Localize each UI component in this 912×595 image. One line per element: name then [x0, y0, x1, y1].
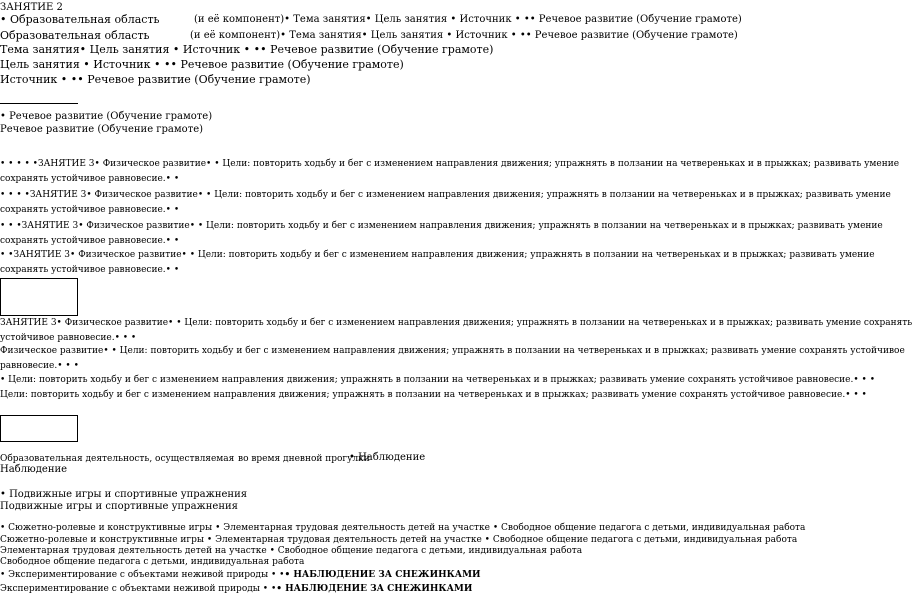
empty-frame-2 [0, 415, 78, 442]
labor-activity-line: Элементарная трудовая деятельность детей на участке • Свободное общение педагога с детьми, индивидуальная работа [0, 546, 583, 556]
header-line-1 [0, 14, 160, 27]
walk-activity-label: Образовательная деятельность, осуществляемая [0, 454, 235, 464]
lesson-3-text-2: • • • •ЗАНЯТИЕ 3• Физическое развитие• • Цели: повторить ходьбу и бег с изменением направления движения; упражнять в ползании на четвереньках и в прыжках; развивать умение [0, 190, 891, 200]
lesson-3-text-2-cont: сохранять устойчивое равновесие.• • [0, 205, 180, 215]
experimenting-text-2: Экспериментирование с объектами неживой природы • • [0, 584, 277, 594]
lesson-3-text-3-cont: сохранять устойчивое равновесие.• • [0, 236, 180, 246]
outdoor-games-line-2: Подвижные игры и спортивные упражнения [0, 501, 238, 512]
goals-line-2: Цели: повторить ходьбу и бег с изменением направления движения; упражнять в ползании на четвереньках и в прыжках; развивать умение сохранять устойчивое равновесие.• • • [0, 390, 867, 400]
lesson-3-text-1: • • • • •ЗАНЯТИЕ 3• Физическое развитие• • Цели: повторить ходьбу и бег с изменением направления движения; упражнять в ползании на четвереньках и в прыжках; развивать умение [0, 159, 900, 169]
lesson-3-text-4-cont: сохранять устойчивое равновесие.• • [0, 265, 180, 275]
header-line-1-rest: (и её компонент)• Тема занятия• Цель занятия • Источник • •• Речевое развитие (Обучение грамоте) [194, 14, 742, 25]
walk-time-label: во время дневной прогулки [238, 454, 370, 464]
goals-line-1: • Цели: повторить ходьбу и бег с изменением направления движения; упражнять в ползании на четвереньках и в прыжках; развивать умение сохранять устойчивое равновесие.• • • [0, 375, 876, 385]
physical-development-line-cont: равновесие.• • • [0, 361, 79, 371]
lesson-3-text-5: ЗАНЯТИЕ 3• Физическое развитие• • Цели: повторить ходьбу и бег с изменением направления движения; упражнять в ползании на четвереньках и в прыжках; развивать умение сохранять [0, 318, 912, 328]
header-line-5: Источник • •• Речевое развитие (Обучение грамоте) [0, 73, 311, 86]
lesson-3-text-3: • • •ЗАНЯТИЕ 3• Физическое развитие• • Цели: повторить ходьбу и бег с изменением направления движения; упражнять в ползании на четвереньках и в прыжках; развивать умение [0, 221, 883, 231]
divider-line [0, 103, 78, 104]
lesson-2-heading: ЗАНЯТИЕ 2 [0, 2, 63, 13]
header-line-2-rest: (и её компонент)• Тема занятия• Цель занятия • Источник • •• Речевое развитие (Обучение грамоте) [190, 30, 738, 41]
outdoor-games-line-1: • Подвижные игры и спортивные упражнения [0, 489, 248, 500]
observation-label: • Наблюдение [349, 452, 426, 463]
free-communication-line: Свободное общение педагога с детьми, индивидуальная работа [0, 557, 305, 567]
educational-area-label: • Образовательная область [0, 13, 160, 26]
lesson-3-text-4: • •ЗАНЯТИЕ 3• Физическое развитие• • Цели: повторить ходьбу и бег с изменением направления движения; упражнять в ползании на четвереньках и в прыжках; развивать умение [0, 250, 875, 260]
header-line-2: Образовательная область [0, 29, 150, 42]
snowflakes-observation-1: • НАБЛЮДЕНИЕ ЗА СНЕЖИНКАМИ [284, 570, 481, 580]
empty-frame-1 [0, 278, 78, 316]
experimenting-text-1: • Экспериментирование с объектами неживой природы • • [0, 570, 285, 580]
speech-development-line-1: • Речевое развитие (Обучение грамоте) [0, 111, 213, 122]
role-games-line-2: Сюжетно-ролевые и конструктивные игры • Элементарная трудовая деятельность детей на участке • Свободное общение педагога с детьми, индивидуальная работа [0, 535, 798, 545]
lesson-3-text-5-cont: устойчивое равновесие.• • • [0, 333, 137, 343]
lesson-3-text-1-cont: сохранять устойчивое равновесие.• • [0, 174, 180, 184]
header-line-4: Цель занятия • Источник • •• Речевое развитие (Обучение грамоте) [0, 58, 404, 71]
experimenting-line-2 [0, 584, 472, 594]
header-line-3: Тема занятия• Цель занятия • Источник • •• Речевое развитие (Обучение грамоте) [0, 43, 494, 56]
snowflakes-observation-2: • НАБЛЮДЕНИЕ ЗА СНЕЖИНКАМИ [276, 584, 473, 594]
observation-line: Наблюдение [0, 464, 68, 475]
role-games-line-1: • Сюжетно-ролевые и конструктивные игры • Элементарная трудовая деятельность детей на участке • Свободное общение педагога с детьми, индивидуальная работа [0, 523, 806, 533]
experimenting-line-1 [0, 570, 481, 580]
speech-development-line-2: Речевое развитие (Обучение грамоте) [0, 124, 204, 135]
physical-development-line: Физическое развитие• • Цели: повторить ходьбу и бег с изменением направления движения; упражнять в ползании на четвереньках и в прыжках; развивать умение сохранять устойчивое [0, 346, 905, 356]
